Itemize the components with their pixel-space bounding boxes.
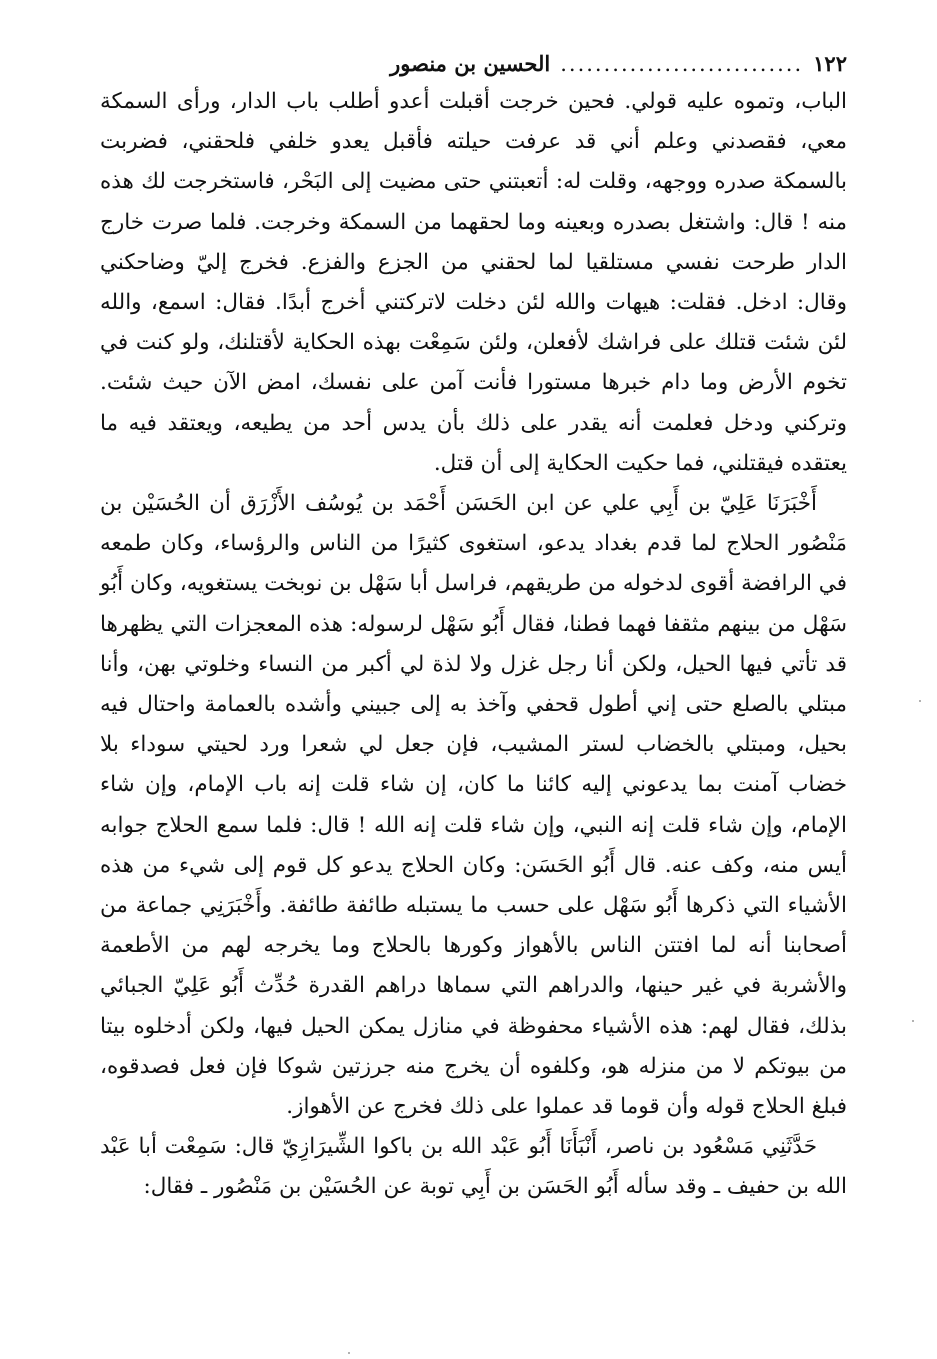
paragraph-continued: الباب، وتموه عليه قولي. فحين خرجت أقبلت أعدو أطلب باب الدار، ورأى السمكة معي، فقصدني وعلم أني قد عرفت حيلته فأقبل يعدو خلفي فلحقني، فضربت بالسمكة صدره ووجهه، وقلت له: أتعبتني حتى مضيت إلى البَحْر، فاستخرجت لك هذه منه ! قال: واشتغل بصدره وبعينه وما لحقهما من السمكة وخرجت. فلما صرت خارج الدار طرحت نفسي مستلقيا لما لحقني من الجزع والفزع. فخرج إليّ وضاحكني وقال: ادخل. فقلت: هيهات والله لئن دخلت لاتركتني أخرج أبدًا. فقال: اسمع، والله لئن شئت قتلك على فراشك لأفعلن، ولئن سَمِعْت بهذه الحكاية لأقتلنك، ولو كنت في تخوم الأرض وما دام خبرها مستورا فأنت آمن على نفسك، امض الآن حيث شئت. وتركني ودخل فعلمت أنه يقدر على ذلك بأن يدس أحد من يطيعه، ويعتقد فيه ما يعتقده فيقتلني، فما حكيت الحكاية إلى أن قتل. <box>100 89 847 476</box>
page-number: ١٢٢ <box>813 51 847 76</box>
scan-speck <box>919 700 921 702</box>
paragraph-hallaj-baghdad: أَخْبَرَنَا عَلِيّ بن أَبِي علي عن ابن الحَسَن أَحْمَد بن يُوسُف الأَزْرَق أن الحُسَيْن بن مَنْصُور الحلاج لما قدم بغداد يدعو، استغوى كثيرًا من الناس والرؤساء، وكان طمعه في الرافضة أقوى لدخوله من طريقهم، فراسل أبا سَهْل بن نوبخت يستغويه، وكان أَبُو سَهْل من بينهم مثقفا فهما فطنا، فقال أَبُو سَهْل لرسوله: هذه المعجزات التي يظهرها قد تأتي فيها الحيل، ولكن أنا رجل غزل ولا لذة لي أكبر من النساء وخلوتي بهن، وأنا مبتلي بالصلع حتى إني أطول قحفي وآخذ به إلى جبيني وأشده بالعمامة واحتال فيه بحيل، ومبتلي بالخضاب لستر المشيب، فإن جعل لي شعرا ورد لحيتي سوداء بلا خضاب آمنت بما يدعوني إليه كائنا ما كان، إن شاء قلت إنه باب الإمام، وإن شاء الإمام، وإن شاء قلت إنه النبي، وإن شاء قلت إنه الله ! قال: فلما سمع الحلاج جوابه أيس منه، وكف عنه. قال أَبُو الحَسَن: وكان الحلاج يدعو كل قوم إلى شيء من هذه الأشياء التي ذكرها أَبُو سَهْل على حسب ما يستبله طائفة طائفة. وأَخْبَرَنِي جماعة من أصحابنا أنه لما افتتن الناس بالأهواز وكورها بالحلاج وما يخرجه لهم من الأطعمة والأشربة في غير حينها، والدراهم التي سماها دراهم القدرة حُدِّث أَبُو عَلِيّ الجبائي بذلك، فقال لهم: هذه الأشياء محفوظة في منازل يمكن الحيل فيها، ولكن أدخلوه بيتا من بيوتكم لا من منزله هو، وكلفوه أن يخرج منه جرزتين شوكا فإن فعل فصدقوه، فبلغ الحلاج قوله وأن قوما قد عملوا على ذلك فخرج عن الأهواز. <box>100 491 847 1120</box>
running-title: الحسين بن منصور <box>390 51 551 76</box>
body-text <box>100 82 847 1208</box>
running-header <box>100 34 847 82</box>
book-page <box>100 34 847 1334</box>
paragraph-masud-narration: حَدَّثَنِي مَسْعُود بن ناصر، أَنْبَأَنَا أَبُو عَبْد الله بن باكوا الشِّيرَازِيّ قال: سَمِعْت أبا عَبْد الله بن حفيف ـ وقد سأله أَبُو الحَسَن بن أَبِي توبة عن الحُسَيْن بن مَنْصُور ـ فقال: <box>100 1134 847 1200</box>
header-dots: ............................ <box>560 52 804 76</box>
scan-speck <box>348 1352 350 1354</box>
scan-speck <box>912 1020 914 1022</box>
